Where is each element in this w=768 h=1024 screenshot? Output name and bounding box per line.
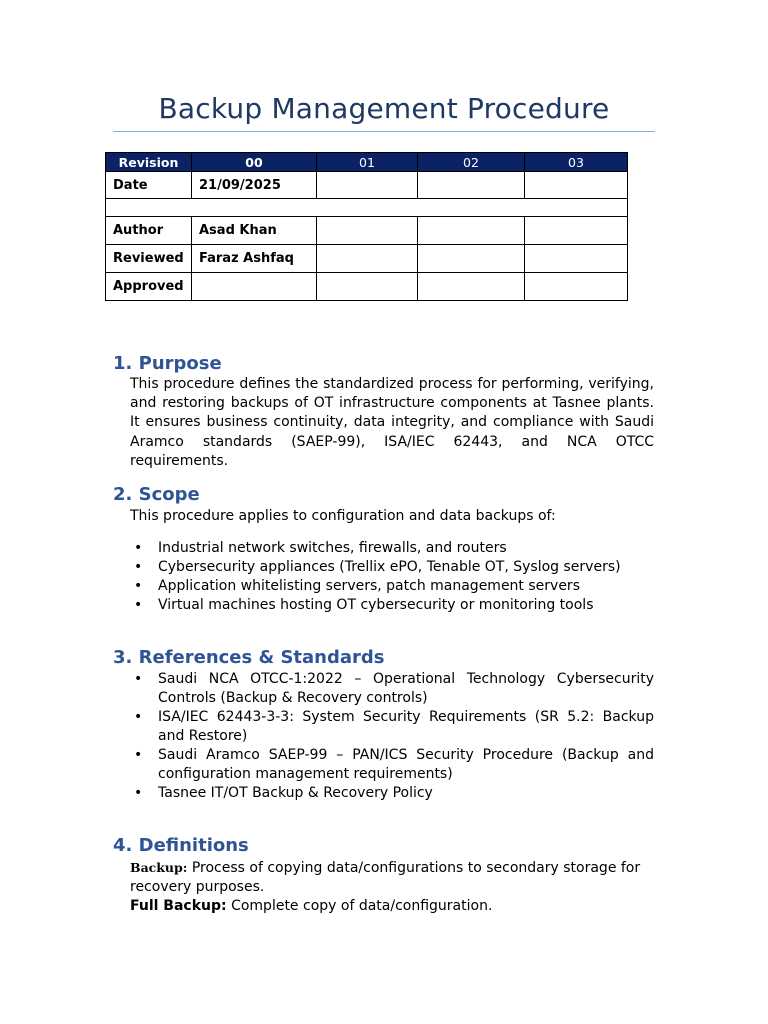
bullet-icon: • [134, 559, 143, 575]
revision-header-label: Revision [106, 153, 192, 172]
reference-item-text: ISA/IEC 62443-3-3: System Security Requirements (SR 5.2: Backup and Restore) [158, 709, 654, 744]
purpose-heading: 1. Purpose [113, 353, 222, 374]
author-value-00: Asad Khan [192, 217, 317, 245]
approved-value-01 [317, 273, 418, 301]
reference-item-text: Saudi Aramco SAEP-99 – PAN/ICS Security Procedure (Backup and configuration management requirements) [158, 747, 654, 782]
reviewed-value-00: Faraz Ashfaq [192, 245, 317, 273]
list-item [130, 708, 654, 746]
scope-intro: This procedure applies to configuration and data backups of: [130, 508, 556, 524]
scope-item-text: Application whitelisting servers, patch management servers [158, 578, 580, 594]
date-value-01 [317, 172, 418, 199]
definitions-heading: 4. Definitions [113, 835, 249, 856]
blank-cell [106, 199, 628, 217]
definition-term: Backup: [130, 860, 188, 875]
scope-item-text: Virtual machines hosting OT cybersecurity or monitoring tools [158, 597, 594, 613]
definition-text: Complete copy of data/configuration. [226, 898, 493, 915]
approved-row [106, 273, 628, 301]
bullet-icon: • [134, 578, 143, 594]
definition-term: Full Backup: [130, 898, 227, 915]
bullet-icon: • [134, 747, 143, 763]
blank-row [106, 199, 628, 217]
author-value-02 [418, 217, 525, 245]
definitions-body [130, 858, 654, 917]
approved-value-00 [192, 273, 317, 301]
author-label: Author [106, 217, 192, 245]
title-underline [113, 131, 655, 132]
purpose-text: This procedure defines the standardized process for performing, verifying, and restoring backups of OT infrastructure components at Tasnee plants. It ensures business continuity, data integrity, and compliance with Saudi Aramco standards (SAEP-99), ISA/IEC 62443, and NCA OTCC requirements. [130, 376, 654, 469]
bullet-icon: • [134, 785, 143, 801]
document-title: Backup Management Procedure [158, 92, 610, 125]
reviewed-value-01 [317, 245, 418, 273]
scope-item-text: Cybersecurity appliances (Trellix ePO, Tenable OT, Syslog servers) [158, 559, 621, 575]
list-item [130, 670, 654, 708]
reviewed-row [106, 245, 628, 273]
revision-header-row [106, 153, 628, 172]
scope-list [130, 539, 654, 615]
reference-item-text: Tasnee IT/OT Backup & Recovery Policy [158, 785, 433, 801]
list-item [130, 746, 654, 784]
approved-value-03 [525, 273, 628, 301]
date-label: Date [106, 172, 192, 199]
date-value-02 [418, 172, 525, 199]
references-heading: 3. References & Standards [113, 647, 385, 668]
reference-item-text: Saudi NCA OTCC-1:2022 – Operational Technology Cybersecurity Controls (Backup & Recovery controls) [158, 671, 654, 706]
definition-item [130, 897, 654, 916]
date-value-00: 21/09/2025 [192, 172, 317, 199]
approved-label: Approved [106, 273, 192, 301]
list-item [130, 577, 654, 596]
revision-header-00: 00 [192, 153, 317, 172]
scope-heading: 2. Scope [113, 484, 200, 505]
revision-table [105, 152, 628, 301]
reviewed-value-03 [525, 245, 628, 273]
approved-value-02 [418, 273, 525, 301]
date-row [106, 172, 628, 199]
author-row [106, 217, 628, 245]
reviewed-label: Reviewed [106, 245, 192, 273]
bullet-icon: • [134, 671, 143, 687]
bullet-icon: • [134, 709, 143, 725]
reviewed-value-02 [418, 245, 525, 273]
author-value-03 [525, 217, 628, 245]
revision-header-02: 02 [418, 153, 525, 172]
bullet-icon: • [134, 597, 143, 613]
list-item [130, 558, 654, 577]
list-item [130, 784, 654, 803]
scope-item-text: Industrial network switches, firewalls, and routers [158, 540, 507, 556]
author-value-01 [317, 217, 418, 245]
list-item [130, 596, 654, 615]
list-item [130, 539, 654, 558]
references-list [130, 670, 654, 803]
definition-text: Process of copying data/configurations to secondary storage for recovery purposes. [130, 860, 641, 896]
revision-header-01: 01 [317, 153, 418, 172]
definition-item [130, 858, 654, 897]
revision-header-03: 03 [525, 153, 628, 172]
date-value-03 [525, 172, 628, 199]
bullet-icon: • [134, 540, 143, 556]
